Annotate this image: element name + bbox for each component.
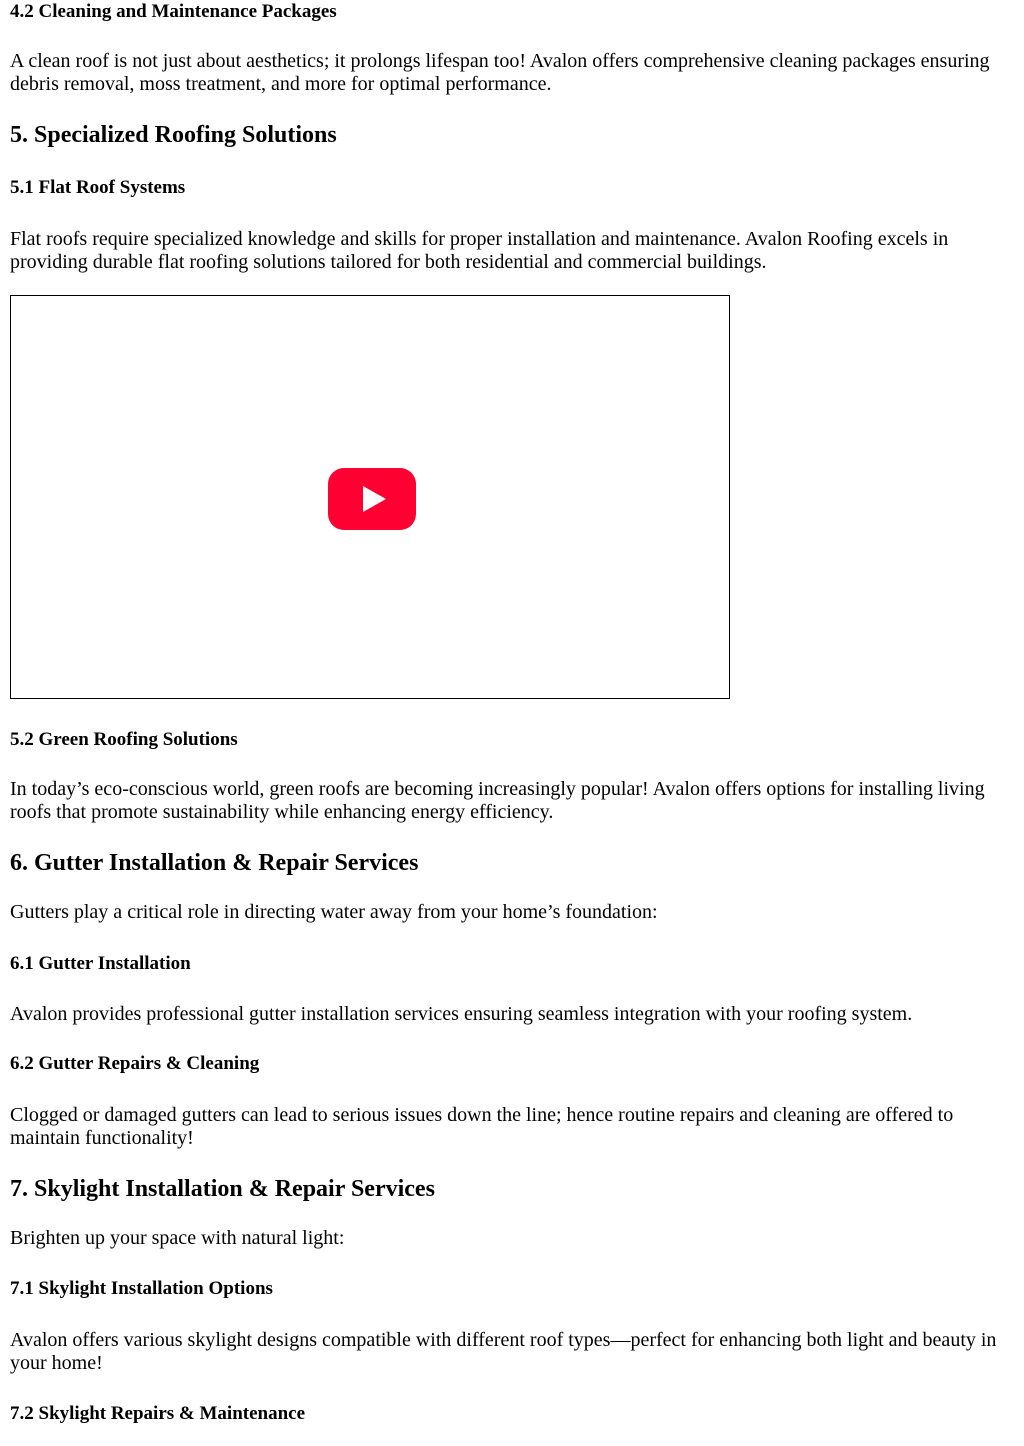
section-heading-5-2: 5.2 Green Roofing Solutions xyxy=(10,729,238,750)
section-heading-6-2: 6.2 Gutter Repairs & Cleaning xyxy=(10,1053,260,1074)
section-heading-5-1: 5.1 Flat Roof Systems xyxy=(10,177,186,198)
section-heading-6: 6. Gutter Installation & Repair Services xyxy=(10,850,419,876)
section-body-5-1: Flat roofs require specialized knowledge and skills for proper installation and maintenance. Avalon Roofing excels in providing durable flat roofing solutions tailored for both residential and commercial buildings. xyxy=(10,228,949,273)
section-body-7: Brighten up your space with natural light: xyxy=(10,1227,345,1249)
play-icon[interactable] xyxy=(328,468,416,530)
section-body-7-1: Avalon offers various skylight designs compatible with different roof types—perfect for enhancing both light and beauty in your home! xyxy=(10,1329,997,1374)
section-heading-5: 5. Specialized Roofing Solutions xyxy=(10,122,337,148)
section-heading-6-1: 6.1 Gutter Installation xyxy=(10,953,191,974)
section-body-6-2: Clogged or damaged gutters can lead to serious issues down the line; hence routine repairs and cleaning are offered to maintain functionality! xyxy=(10,1104,954,1149)
section-heading-7: 7. Skylight Installation & Repair Services xyxy=(10,1176,435,1202)
section-heading-7-1: 7.1 Skylight Installation Options xyxy=(10,1278,273,1299)
section-body-5-2: In today’s eco-conscious world, green roofs are becoming increasingly popular! Avalon offers options for installing living roofs that promote sustainability while enhancing energy efficiency. xyxy=(10,778,985,823)
section-heading-7-2: 7.2 Skylight Repairs & Maintenance xyxy=(10,1403,306,1424)
section-body-6: Gutters play a critical role in directing water away from your home’s foundation: xyxy=(10,901,658,923)
section-heading-4-2: 4.2 Cleaning and Maintenance Packages xyxy=(10,1,337,22)
section-body-4-2: A clean roof is not just about aesthetics; it prolongs lifespan too! Avalon offers comprehensive cleaning packages ensuring debris removal, moss treatment, and more for optimal performance. xyxy=(10,50,990,95)
section-body-6-1: Avalon provides professional gutter installation services ensuring seamless integration with your roofing system. xyxy=(10,1003,913,1025)
youtube-video-embed[interactable] xyxy=(10,295,730,699)
